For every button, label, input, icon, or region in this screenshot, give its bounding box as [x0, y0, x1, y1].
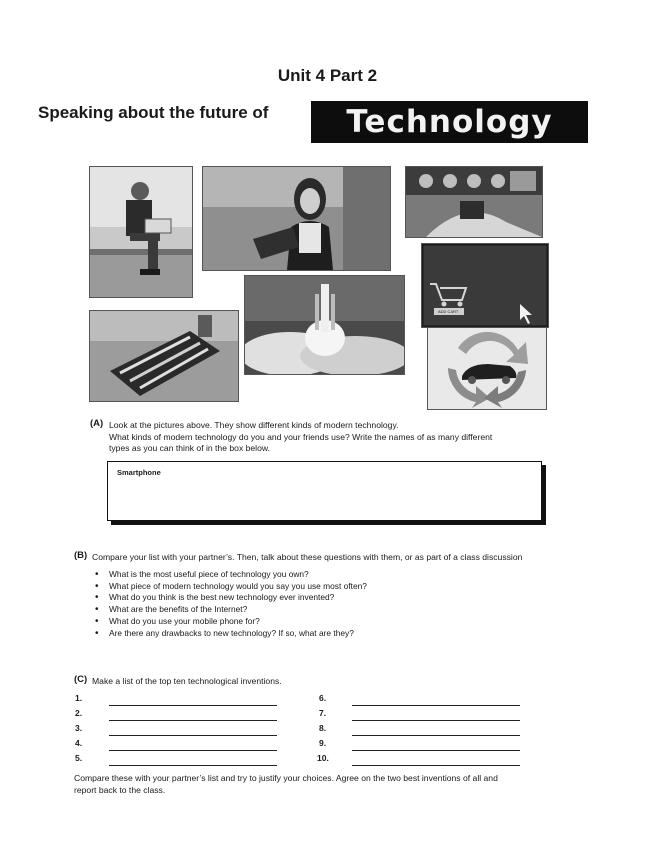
list-item: • What do you think is the best new technology ever invented? — [95, 592, 367, 604]
photo-robot-lab — [405, 166, 543, 238]
list-item: • What are the benefits of the Internet? — [95, 604, 367, 616]
section-a-line2: What kinds of modern technology do you and your friends use? Write the names of as many different — [109, 432, 493, 442]
answer-line[interactable] — [352, 735, 520, 736]
photo-add-to-cart-screen — [421, 243, 549, 328]
discussion-question-list — [95, 569, 367, 639]
item-number: 6. — [319, 693, 327, 703]
answer-line[interactable] — [352, 750, 520, 751]
list-item: • What is the most useful piece of technology you own? — [95, 569, 367, 581]
list-item: • What piece of modern technology would you say you use most often? — [95, 581, 367, 593]
item-number: 4. — [75, 738, 83, 748]
list-item: • Are there any drawbacks to new technology? If so, what are they? — [95, 628, 367, 640]
answer-line[interactable] — [352, 705, 520, 706]
photo-space-station — [89, 310, 239, 402]
section-a-line3: types as you can think of in the box below. — [109, 443, 270, 453]
section-c-outro-line1: Compare these with your partner’s list and try to justify your choices. Agree on the two best inventions of all and — [74, 773, 498, 783]
answer-box[interactable] — [107, 461, 542, 521]
item-number: 5. — [75, 753, 83, 763]
photo-man-with-laptop — [89, 166, 193, 298]
section-c-intro: Make a list of the top ten technological inventions. — [92, 676, 282, 686]
page-subtitle: Speaking about the future of — [38, 103, 269, 122]
photo-woman-with-tablet — [202, 166, 391, 271]
section-b-label: (B) — [74, 550, 88, 561]
item-number: 8. — [319, 723, 327, 733]
section-a-label: (A) — [90, 418, 104, 429]
answer-line[interactable] — [109, 765, 277, 766]
section-c-outro-line2: report back to the class. — [74, 785, 166, 795]
page-title: Unit 4 Part 2 — [277, 66, 378, 85]
technology-banner: Technology — [311, 101, 588, 143]
item-number: 1. — [75, 693, 83, 703]
item-number: 7. — [319, 708, 327, 718]
item-number: 9. — [319, 738, 327, 748]
answer-line[interactable] — [352, 765, 520, 766]
section-b-intro: Compare your list with your partner’s. Then, talk about these questions with them, or as part of a class discussion — [92, 552, 523, 562]
answer-box-value: Smartphone — [117, 468, 161, 477]
section-a-line1: Look at the pictures above. They show different kinds of modern technology. — [109, 420, 399, 430]
answer-line[interactable] — [352, 720, 520, 721]
answer-line[interactable] — [109, 750, 277, 751]
answer-line[interactable] — [109, 735, 277, 736]
answer-line[interactable] — [109, 720, 277, 721]
photo-recycle-car — [427, 327, 547, 410]
cart-caption: ADD CART — [438, 309, 459, 314]
answer-line[interactable] — [109, 705, 277, 706]
item-number: 2. — [75, 708, 83, 718]
item-number: 10. — [317, 753, 329, 763]
item-number: 3. — [75, 723, 83, 733]
section-c-label: (C) — [74, 674, 88, 685]
photo-rocket-launch — [244, 275, 405, 375]
list-item: • What do you use your mobile phone for? — [95, 616, 367, 628]
